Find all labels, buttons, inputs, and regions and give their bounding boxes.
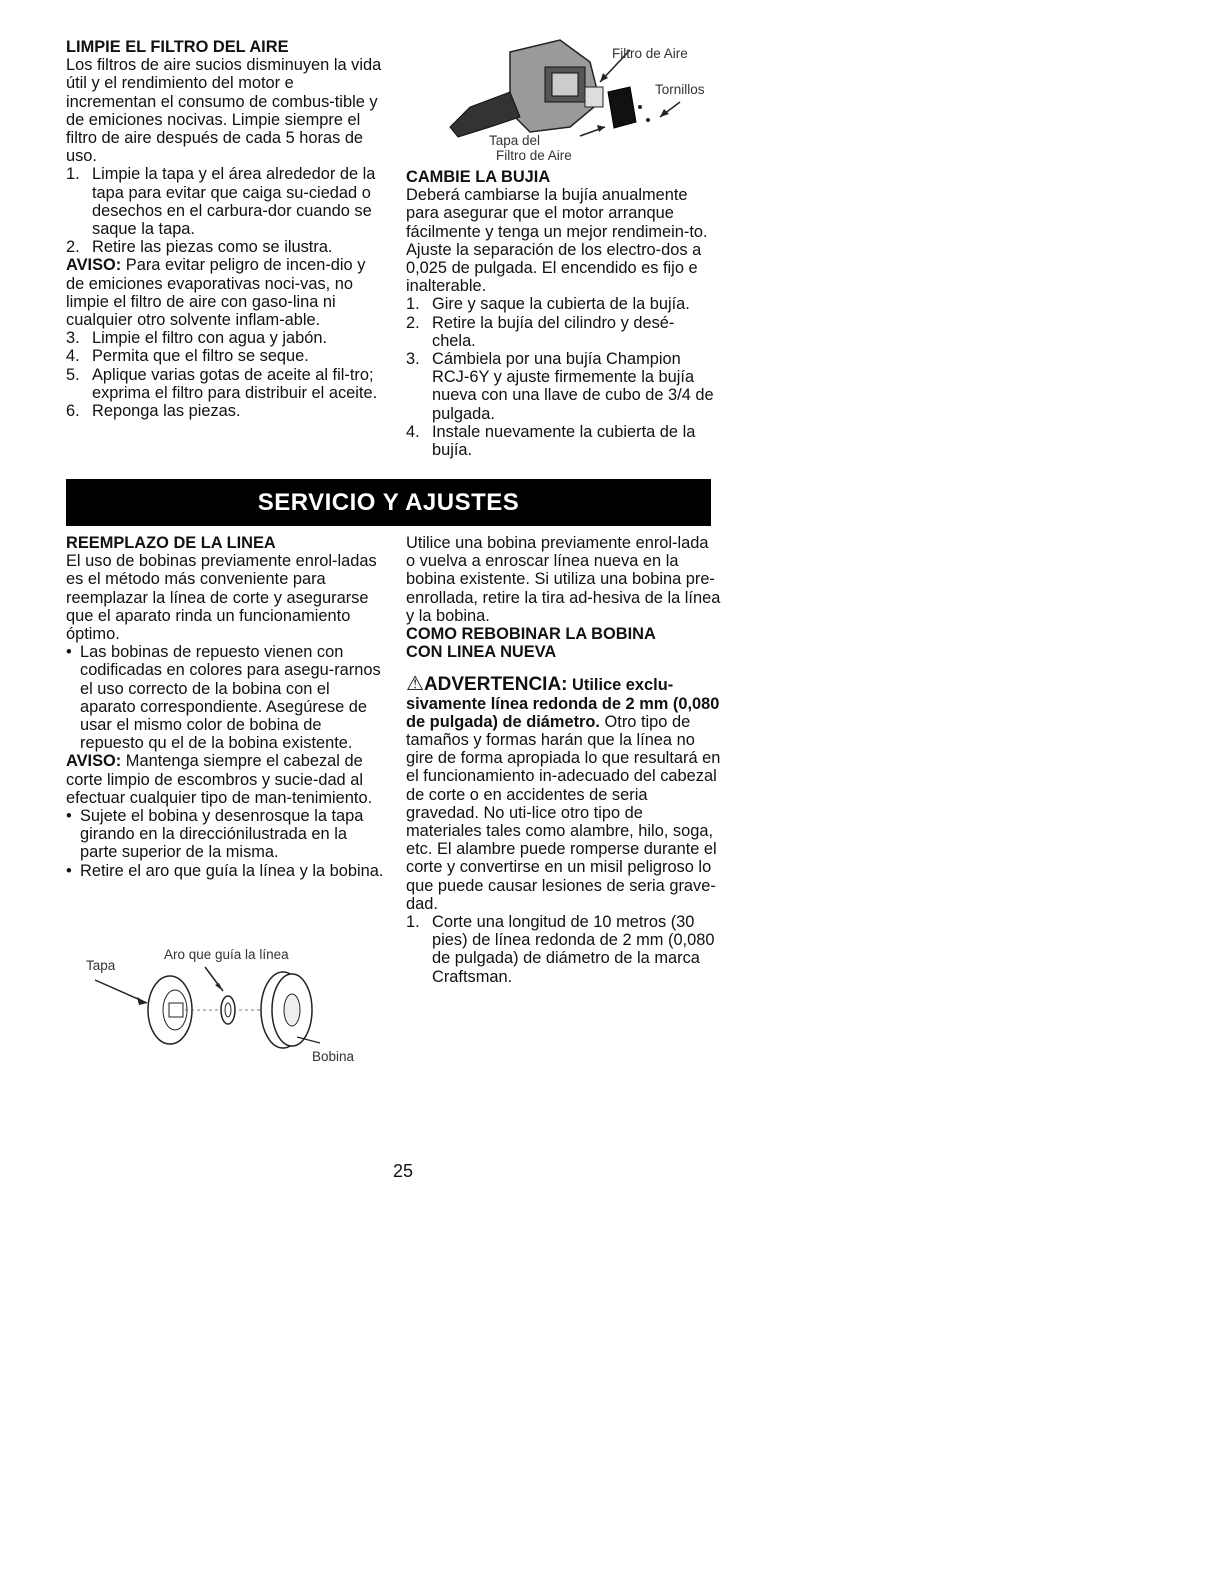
warning-triangle-icon: ⚠ [406, 673, 424, 696]
label-aro-que-guia-la-linea: Aro que guía la línea [164, 947, 289, 962]
line-replacement-title: REEMPLAZO DE LA LINEA [66, 534, 276, 552]
list-item: 4. Instale nuevamente la cubierta de la bujía. [406, 422, 696, 460]
label-filtro-de-aire-2: Filtro de Aire [496, 148, 572, 163]
list-item: 2. Retire las piezas como se ilustra. [66, 238, 333, 257]
list-item: 3. Cámbiela por una bujía Champion RCJ-6Y y ajuste firmemente la bujía nueva con una llave de cubo de 3/4 de pulgada. [406, 350, 714, 423]
list-item: • Las bobinas de repuesto vienen con codificadas en colores para asegu-rarnos el uso correcto de la bobina con el aparato correspondiente. Asegúrese de usar el mismo color de bobina de repuesto qu el de la bobina existente. [66, 643, 381, 753]
air-filter-intro: Los filtros de aire sucios disminuyen la vida útil y el rendimiento del motor e incrementan el consumo de combus-tible y de emiciones nocivas. Limpie siempre el filtro de aire después de cada 5 horas de uso. [66, 56, 382, 166]
spark-plug-section [406, 168, 718, 459]
list-item: 1. Gire y saque la cubierta de la bujía. [406, 295, 690, 314]
rewind-subtitle-1: COMO REBOBINAR LA BOBINA [406, 625, 656, 644]
label-filtro-de-aire: Filtro de Aire [612, 46, 688, 61]
label-tapa: Tapa [86, 958, 116, 973]
warning-block [406, 675, 722, 913]
air-filter-notice: AVISO: Para evitar peligro de incen-dio y de emiciones evaporativas noci-vas, no limpie el filtro de aire con gaso-lina ni cualquier otro solvente inflam-able. [66, 256, 366, 330]
spool-illustration [85, 965, 345, 1065]
warning-bold-text: Utilice exclu-sivamente línea redonda de 2 mm (0,080 de pulgada) de diámetro. [406, 676, 720, 731]
label-bobina: Bobina [312, 1049, 355, 1064]
section-band-servicio-y-ajustes: SERVICIO Y AJUSTES [66, 479, 711, 526]
list-item: 6. Reponga las piezas. [66, 402, 241, 421]
list-item: 2. Retire la bujía del cilindro y desé-chela. [406, 313, 675, 350]
list-item: 4. Permita que el filtro se seque. [66, 347, 309, 366]
label-tornillos: Tornillos [655, 82, 705, 97]
line-replacement-section [66, 534, 384, 880]
list-item: • Sujete el bobina y desenrosque la tapa girando en la direcciónilustrada en la parte superior de la misma. [66, 807, 364, 862]
warning-text: Otro tipo de tamaños y formas harán que la línea no gire de forma apropiada lo que resultará en el funcionamiento in-adecuado del cabezal de corte o en accidentes de seria gravedad. No uti-lice otro tipo de materiales tales como alambre, hilo, soga, etc. El alambre puede romperse durante el corte y convertirse en un misil peligroso lo que puede causar lesiones de seria grave-dad. [406, 712, 721, 913]
label-tapa-del: Tapa del [489, 133, 541, 148]
line-replacement-intro: El uso de bobinas previamente enrol-ladas es el método más conveniente para reemplazar la línea de corte y asegurarse que el aparato rinda un funcionamiento óptimo. [66, 552, 377, 644]
warning-label: ADVERTENCIA: [423, 674, 568, 696]
page-number: 25 [393, 1161, 414, 1181]
air-filter-title: LIMPIE EL FILTRO DEL AIRE [66, 38, 289, 56]
rewind-spool-section [406, 534, 722, 986]
rewind-subtitle-2: CON LINEA NUEVA [406, 643, 557, 662]
rewind-intro: Utilice una bobina previamente enrol-lada o vuelva a enroscar línea nueva en la bobina existente. Si utiliza una bobina pre-enrollada, retire la tira ad-hesiva de la línea y la bobina. [406, 534, 721, 625]
spark-plug-intro: Deberá cambiarse la bujía anualmente para asegurar que el motor arranque fácilmente y tenga un mejor rendimein-to. Ajuste la separación de los electro-dos a 0,025 de pulgada. El encendido es fijo e inalterable. [406, 186, 708, 296]
air-filter-section [66, 38, 382, 420]
spark-plug-title: CAMBIE LA BUJIA [406, 168, 551, 186]
list-item: 1. Limpie la tapa y el área alrededor de la tapa para evitar que caiga su-ciedad o desechos en el carbura-dor cuando se saque la tapa. [66, 165, 376, 239]
list-item: 1. Corte una longitud de 10 metros (30 pies) de línea redonda de 2 mm (0,080 de pulgada) de diámetro de la marca Craftsman. [406, 913, 715, 986]
list-item: 5. Aplique varias gotas de aceite al fil-tro; exprima el filtro para distribuir el aceite. [66, 365, 378, 402]
list-item: 3. Limpie el filtro con agua y jabón. [66, 329, 328, 348]
list-item: • Retire el aro que guía la línea y la bobina. [66, 861, 384, 880]
line-replacement-notice: AVISO: Mantenga siempre el cabezal de corte limpio de escombros y sucie-dad al efectuar cualquier tipo de man-tenimiento. [66, 752, 373, 807]
